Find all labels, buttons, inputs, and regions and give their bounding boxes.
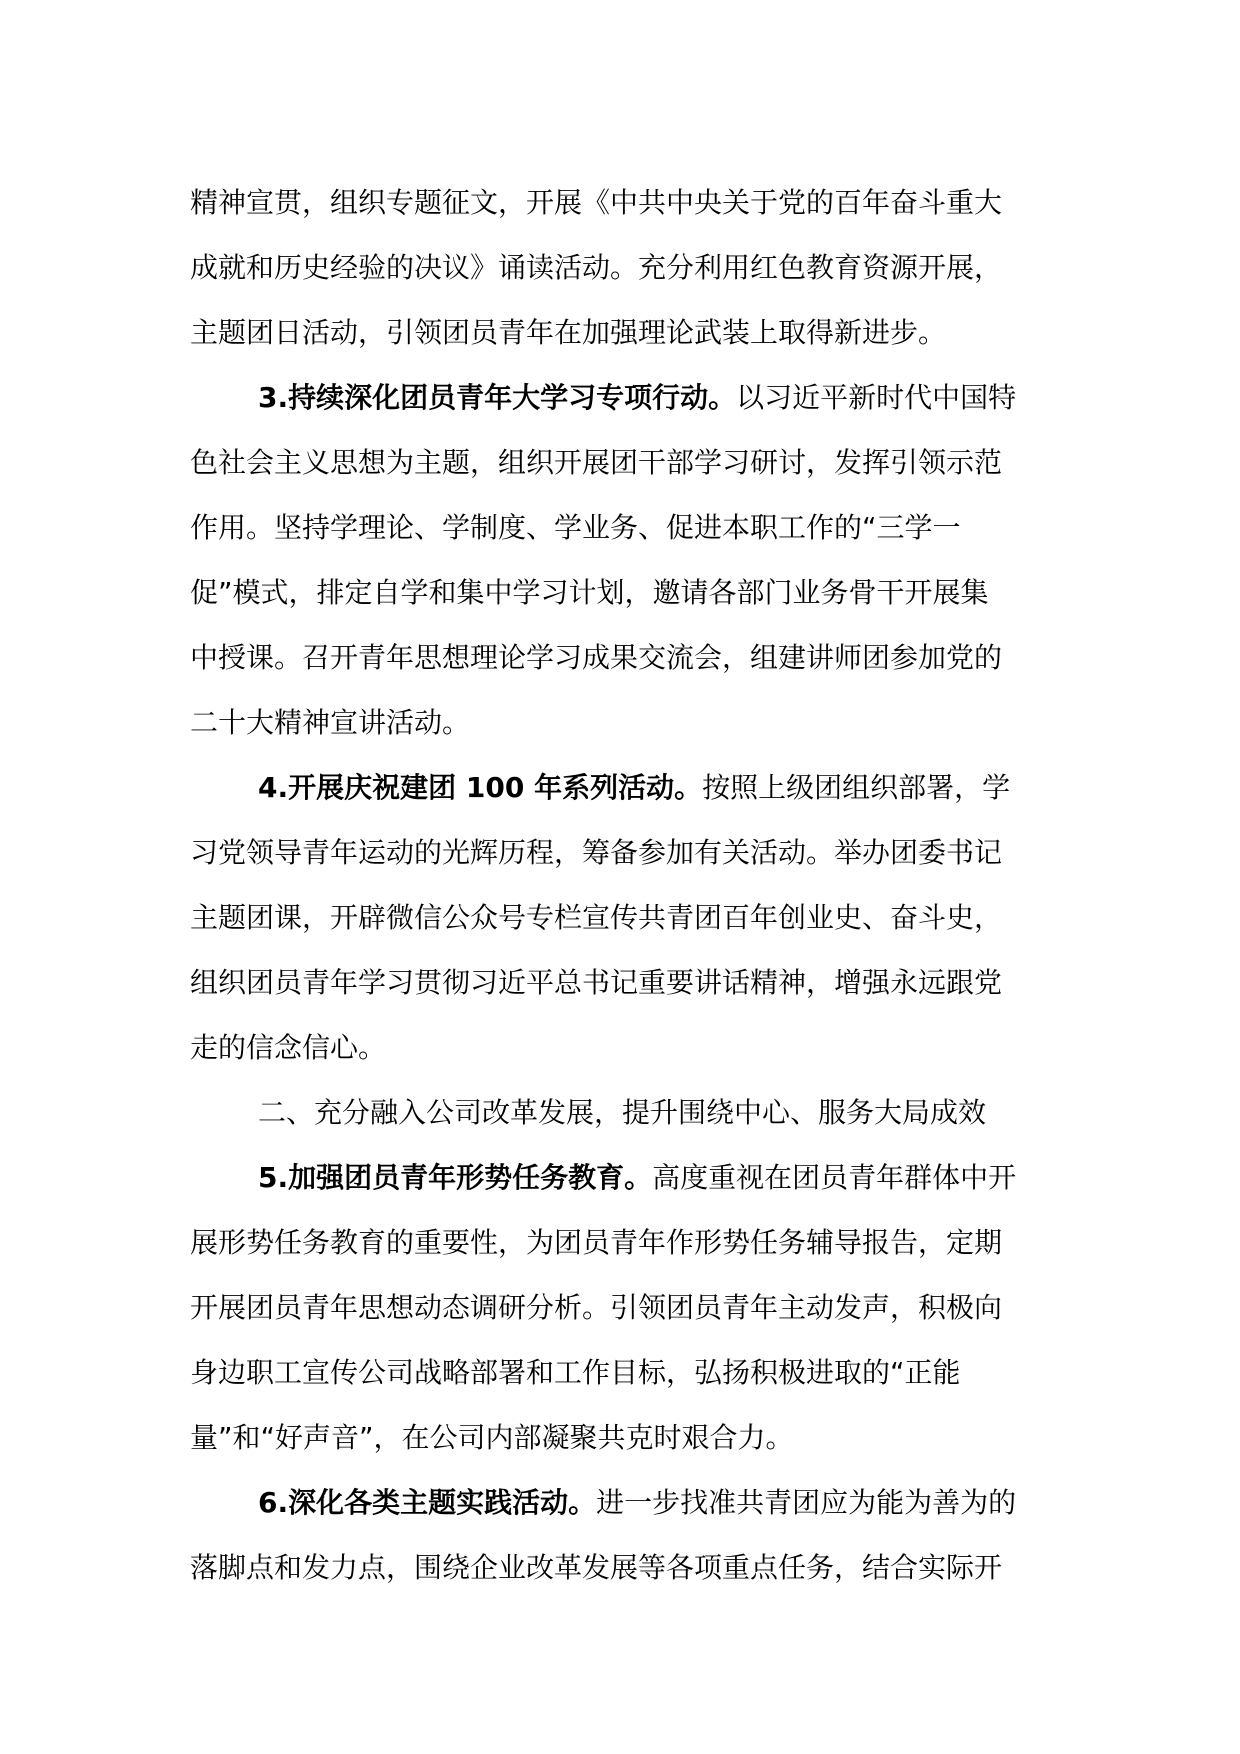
- item-3-line-5: 中授课。召开青年思想理论学习成果交流会，组建讲师团参加党的: [190, 641, 1003, 674]
- item-5-line-4: 身边职工宣传公司战略部署和工作目标，弘扬积极进取的“正能: [190, 1356, 961, 1389]
- item-4-heading: 4.开展庆祝建团 100 年系列活动。: [258, 771, 703, 804]
- paragraph-1-line-1: 精神宣贯，组织专题征文，开展《中共中央关于党的百年奋斗重大: [190, 186, 1003, 219]
- item-3-line-3: 作用。坚持学理论、学制度、学业务、促进本职工作的“三学一: [190, 511, 961, 544]
- item-4-line-2: 习党领导青年运动的光辉历程，筹备参加有关活动。举办团委书记: [190, 836, 1003, 869]
- item-3-heading: 3.持续深化团员青年大学习专项行动。: [258, 381, 737, 414]
- item-4-first-line: [190, 755, 1060, 820]
- item-5-line-2: 展形势任务教育的重要性，为团员青年作形势任务辅导报告，定期: [190, 1226, 1003, 1259]
- item-3-first-line-text: 以习近平新时代中国特: [736, 381, 1017, 414]
- item-3-line-2: 色社会主义思想为主题，组织开展团干部学习研讨，发挥引领示范: [190, 446, 1003, 479]
- item-4-first-line-text: 按照上级团组织部署，学: [702, 771, 1011, 804]
- item-5-line-5: 量”和“好声音”，在公司内部凝聚共克时艰合力。: [190, 1421, 794, 1454]
- item-3-first-line: [190, 365, 1060, 430]
- section-title: 二、充分融入公司改革发展，提升围绕中心、服务大局成效: [258, 1096, 987, 1129]
- item-6-line-2: 落脚点和发力点，围绕企业改革发展等各项重点任务，结合实际开: [190, 1551, 1003, 1584]
- item-3-line-4: 促”模式，排定自学和集中学习计划，邀请各部门业务骨干开展集: [190, 576, 989, 609]
- item-5-line-3: 开展团员青年思想动态调研分析。引领团员青年主动发声，积极向: [190, 1291, 1003, 1324]
- item-3-line-6: 二十大精神宣讲活动。: [190, 706, 471, 739]
- paragraph-1-line-3: 主题团日活动，引领团员青年在加强理论武装上取得新进步。: [190, 316, 947, 349]
- item-4-line-4: 组织团员青年学习贯彻习近平总书记重要讲话精神，增强永远跟党: [190, 966, 1003, 999]
- item-5-first-line-text: 高度重视在团员青年群体中开: [652, 1161, 1017, 1194]
- item-6-first-line-text: 进一步找准共青团应为能为善为的: [596, 1486, 1017, 1519]
- item-6-heading: 6.深化各类主题实践活动。: [258, 1486, 597, 1519]
- item-6-first-line: [190, 1470, 1060, 1535]
- item-4-line-3: 主题团课，开辟微信公众号专栏宣传共青团百年创业史、奋斗史，: [190, 901, 1003, 934]
- item-5-heading: 5.加强团员青年形势任务教育。: [258, 1161, 653, 1194]
- item-4-line-5: 走的信念信心。: [190, 1031, 387, 1064]
- item-5-first-line: [190, 1145, 1060, 1210]
- paragraph-1-line-2: 成就和历史经验的决议》诵读活动。充分利用红色教育资源开展，: [190, 251, 1003, 284]
- document-body: [190, 170, 1060, 1600]
